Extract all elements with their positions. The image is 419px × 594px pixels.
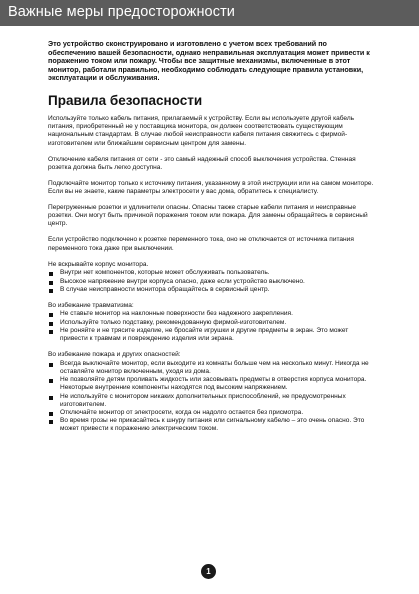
page-header-title: Важные меры предосторожности bbox=[8, 4, 236, 20]
list-item bbox=[48, 269, 374, 277]
list-item bbox=[48, 319, 374, 327]
page-number-badge: 1 bbox=[201, 564, 216, 579]
list-item-text: Во время грозы не прикасайтесь к шнуру питания или сигнальному кабелю – это очень опасно. Это может привести к поражению электрическим током. bbox=[60, 417, 365, 433]
list-item bbox=[48, 278, 374, 286]
list-item-text: Не ставьте монитор на наклонные поверхности без надежного закрепления. bbox=[60, 310, 293, 318]
bullet-icon bbox=[49, 379, 53, 383]
list-item-text: Не позволяйте детям проливать жидкость или засовывать предметы в отверстия корпуса монитора. Некоторые внутренние компоненты находятся под высоким напряжением. bbox=[60, 376, 367, 392]
list-item bbox=[48, 409, 374, 417]
intro-warning: Это устройство сконструировано и изготовлено с учетом всех требований по обеспечению вашей безопасности, однако неправильная эксплуатация может привести к поражению током или пожару. Чтобы все защитные механизмы, включенные в этот монитор, работали правильно, необходимо соблюдать следующие правила установки, эксплуатации и обслуживания. bbox=[48, 39, 370, 83]
list-item-text: В случае неисправности монитора обращайтесь в сервисный центр. bbox=[60, 285, 270, 293]
paragraph: Используйте только кабель питания, прилагаемый к устройству. Если вы используете другой кабель питания, приобретенный не у поставщика монитора, он должен соответствовать существующим национальным стандартам. В случае любой неисправности кабеля питания свяжитесь с фирмой-изготовителем или ближайшим сервисным центром для замены. bbox=[48, 114, 355, 147]
bullet-icon bbox=[49, 313, 53, 317]
list-item-text: Не используйте с монитором никаких дополнительных приспособлений, не предусмотренных изготовителем. bbox=[60, 392, 346, 408]
section-title: Правила безопасности bbox=[48, 92, 203, 108]
document-body bbox=[48, 40, 374, 441]
paragraph: Подключайте монитор только к источнику питания, указанному в этой инструкции или на самом мониторе. Если вы не знаете, какие параметры электросети у вас дома, обратитесь к специалисту. bbox=[48, 179, 374, 195]
group-lead: Во избежание травматизма: bbox=[48, 301, 134, 309]
list-item bbox=[48, 417, 374, 433]
paragraph: Если устройство подключено к розетке переменного тока, оно не отключается от источника питания переменного тока даже при выключении. bbox=[48, 236, 354, 252]
bullet-icon bbox=[49, 281, 53, 285]
group-lead: Не вскрывайте корпус монитора. bbox=[48, 260, 149, 268]
list-item bbox=[48, 376, 374, 392]
bullet-list bbox=[48, 310, 374, 343]
list-item bbox=[48, 393, 374, 409]
list-item bbox=[48, 360, 374, 376]
bullet-icon bbox=[49, 289, 53, 293]
group-lead: Во избежание пожара и других опасностей: bbox=[48, 351, 181, 359]
list-item bbox=[48, 327, 374, 343]
bullet-icon bbox=[49, 272, 53, 276]
list-item-text: Отключайте монитор от электросети, когда он надолго остается без присмотра. bbox=[60, 408, 304, 416]
bullet-icon bbox=[49, 420, 53, 424]
list-item-text: Высокое напряжение внутри корпуса опасно, даже если устройство выключено. bbox=[60, 277, 305, 285]
list-item-text: Используйте только подставку, рекомендованную фирмой-изготовителем. bbox=[60, 318, 287, 326]
list-item-text: Внутри нет компонентов, которые может обслуживать пользователь. bbox=[60, 269, 270, 277]
bullet-icon bbox=[49, 412, 53, 416]
list-item bbox=[48, 310, 374, 318]
paragraph: Отключение кабеля питания от сети - это самый надежный способ выключения устройства. Стенная розетка должна быть легко доступна. bbox=[48, 155, 356, 171]
bullet-icon bbox=[49, 396, 53, 400]
bullet-icon bbox=[49, 363, 53, 367]
bullet-icon bbox=[49, 330, 53, 334]
bullet-icon bbox=[49, 322, 53, 326]
paragraph: Перегруженные розетки и удлинители опасны. Опасны также старые кабели питания и неисправные розетки. Они могут быть причиной поражения током или пожара. Для замены обращайтесь в сервисный центр. bbox=[48, 203, 368, 228]
bullet-list bbox=[48, 269, 374, 294]
header-bar bbox=[0, 0, 419, 26]
bullet-list bbox=[48, 360, 374, 434]
list-item bbox=[48, 286, 374, 294]
list-item-text: Не роняйте и не трясите изделие, не бросайте игрушки и другие предметы в экран. Это может привести к травмам и повреждению изделия или экрана. bbox=[60, 326, 349, 343]
list-item-text: Всегда выключайте монитор, если выходите из комнаты больше чем на несколько минут. Никогда не оставляйте монитор включенным, уходя из дома. bbox=[60, 359, 369, 375]
